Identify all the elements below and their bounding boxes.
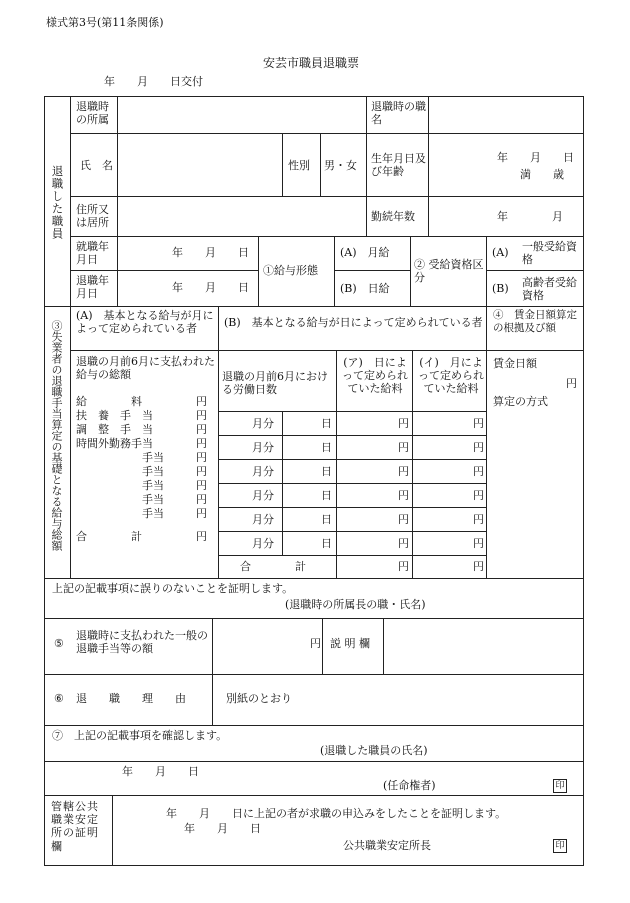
- month-unit: 月分: [252, 513, 274, 526]
- section7-text: ⑦ 上記の記載事項を確認します。: [52, 729, 228, 742]
- day-unit: 日: [321, 489, 332, 502]
- pay-item-unit: 円: [196, 493, 207, 506]
- age-value: 満 歳: [520, 168, 564, 181]
- section7-date: 年 月 日: [122, 765, 199, 778]
- authority-seal: 印: [553, 779, 567, 793]
- page-title: 安芸市職員退職票: [263, 56, 360, 70]
- section5-unit: 円: [310, 637, 321, 650]
- month-unit: 月分: [252, 417, 274, 430]
- pay-monthly-option[interactable]: (A) 月給: [340, 246, 390, 259]
- pay-item-label: 手当: [142, 451, 164, 464]
- certify-signer: (退職時の所属長の職・氏名): [285, 598, 426, 611]
- office-statement: 年 月 日に上記の者が求職の申込みをしたことを証明します。: [166, 807, 507, 820]
- explain-label: 説 明 欄: [330, 637, 370, 650]
- pay-item-unit: 円: [196, 409, 207, 422]
- day-unit: 日: [321, 465, 332, 478]
- month-unit: 月分: [252, 465, 274, 478]
- dept-label: 退職時の所属: [76, 100, 109, 127]
- explain-field[interactable]: [385, 620, 581, 672]
- issue-date: 年 月 日交付: [104, 75, 203, 88]
- name-field[interactable]: [119, 135, 281, 195]
- pay-item-unit: 円: [196, 479, 207, 492]
- authority-label: (任命権者): [383, 779, 436, 792]
- pay-item-label: 手当: [142, 493, 164, 506]
- basis-label: ④ 賃金日額算定の根拠及び額: [493, 309, 577, 334]
- type-b-label: (B) 基本となる給与が日によって定められている者: [224, 316, 483, 329]
- month-unit: 月分: [252, 489, 274, 502]
- retire-date-label: 退職年月日: [76, 274, 109, 301]
- yen-unit: 円: [473, 537, 484, 550]
- yen-unit: 円: [473, 513, 484, 526]
- yen-unit: 円: [473, 417, 484, 430]
- form-number: 様式第3号(第11条関係): [46, 16, 164, 29]
- pay-item-label: 給 料: [76, 395, 142, 408]
- pay-item-unit: 円: [196, 507, 207, 520]
- office-side-label: 管轄公共職業安定所の証明欄: [51, 800, 99, 853]
- pay-item-unit: 円: [196, 395, 207, 408]
- pay-basis-side-label: ③失業者の退職手当算定の基礎となる給与総額: [50, 320, 63, 551]
- section6-value: 別紙のとおり: [226, 692, 292, 705]
- hire-date-value: 年 月 日: [172, 246, 249, 259]
- dept-field[interactable]: [119, 98, 364, 132]
- elig-general-label: 一般受給資格: [522, 240, 577, 267]
- month-pay-label: (イ) 月によって定められていた給料: [418, 356, 484, 396]
- yen-unit: 円: [398, 560, 409, 573]
- pay-item-label: 手当: [142, 465, 164, 478]
- yen-unit: 円: [398, 417, 409, 430]
- pay-item-label: 調 整 手 当: [76, 423, 153, 436]
- yen-unit: 円: [398, 489, 409, 502]
- day-pay-label: (ア) 日によって定められていた給料: [342, 356, 408, 396]
- daily-wage-unit: 円: [566, 377, 577, 390]
- elig-elderly-label: 高齢者受給資格: [522, 276, 577, 303]
- section6-number: ⑥: [54, 692, 64, 705]
- gender-options[interactable]: 男・女: [324, 159, 357, 172]
- gender-label: 性別: [288, 159, 310, 172]
- address-field[interactable]: [119, 198, 364, 235]
- elig-general-mark[interactable]: (A): [492, 246, 509, 259]
- yen-unit: 円: [473, 560, 484, 573]
- certify-text: 上記の記載事項に誤りのないことを証明します。: [52, 582, 294, 595]
- service-value: 年 月: [497, 210, 563, 223]
- office-date: 年 月 日: [184, 822, 261, 835]
- day-unit: 日: [321, 417, 332, 430]
- office-name: 公共職業安定所長: [343, 839, 431, 852]
- pay-daily-option[interactable]: (B) 日給: [340, 282, 390, 295]
- pay-item-label: 手当: [142, 479, 164, 492]
- pay-total-unit: 円: [196, 530, 207, 543]
- section5-label: 退職時に支払われた一般の退職手当等の額: [76, 629, 208, 656]
- pay-item-label: 時間外勤務手当: [76, 437, 153, 450]
- yen-unit: 円: [473, 489, 484, 502]
- position-field[interactable]: [430, 98, 582, 132]
- office-seal: 印: [553, 839, 567, 853]
- yen-unit: 円: [398, 537, 409, 550]
- pay-item-label: 手当: [142, 507, 164, 520]
- section7-signer: (退職した職員の氏名): [320, 744, 428, 757]
- yen-unit: 円: [473, 465, 484, 478]
- yen-unit: 円: [398, 465, 409, 478]
- pay-item-unit: 円: [196, 423, 207, 436]
- yen-unit: 円: [398, 513, 409, 526]
- service-label: 勤続年数: [371, 210, 415, 223]
- hire-date-label: 就職年月日: [76, 240, 109, 267]
- pay-total-label: 合 計: [76, 530, 142, 543]
- pay-item-unit: 円: [196, 465, 207, 478]
- pay-item-unit: 円: [196, 437, 207, 450]
- retire-date-value: 年 月 日: [172, 281, 249, 294]
- month-unit: 月分: [252, 537, 274, 550]
- total-pay-label: 退職の月前6月に支払われた給与の総額: [76, 355, 215, 382]
- day-unit: 日: [321, 537, 332, 550]
- month-unit: 月分: [252, 441, 274, 454]
- elig-elderly-mark[interactable]: (B): [492, 282, 509, 295]
- retired-employee-side-label: 退職した職員: [50, 165, 65, 240]
- day-unit: 日: [321, 441, 332, 454]
- yen-unit: 円: [398, 441, 409, 454]
- rows-total-label: 合 計: [240, 560, 306, 573]
- work-days-label: 退職の月前6月における労働日数: [222, 370, 328, 397]
- address-label: 住所又は居所: [76, 203, 109, 230]
- birth-label: 生年月日及び年齢: [371, 152, 426, 179]
- section5-number: ⑤: [54, 637, 64, 650]
- pay-form-label: ①給与形態: [263, 264, 318, 277]
- type-a-label: (A) 基本となる給与が月によって定められている者: [76, 309, 214, 336]
- calc-method-label: 算定の方式: [493, 395, 548, 408]
- daily-wage-label: 賃金日額: [493, 357, 537, 370]
- pay-item-label: 扶 養 手 当: [76, 409, 153, 422]
- section6-label: 退 職 理 由: [76, 692, 186, 705]
- eligibility-label: ② 受給資格区分: [414, 258, 484, 285]
- day-unit: 日: [321, 513, 332, 526]
- pay-item-unit: 円: [196, 451, 207, 464]
- position-label: 退職時の職名: [371, 100, 426, 127]
- name-label: 氏 名: [80, 159, 113, 172]
- yen-unit: 円: [473, 441, 484, 454]
- birth-value: 年 月 日: [497, 151, 574, 164]
